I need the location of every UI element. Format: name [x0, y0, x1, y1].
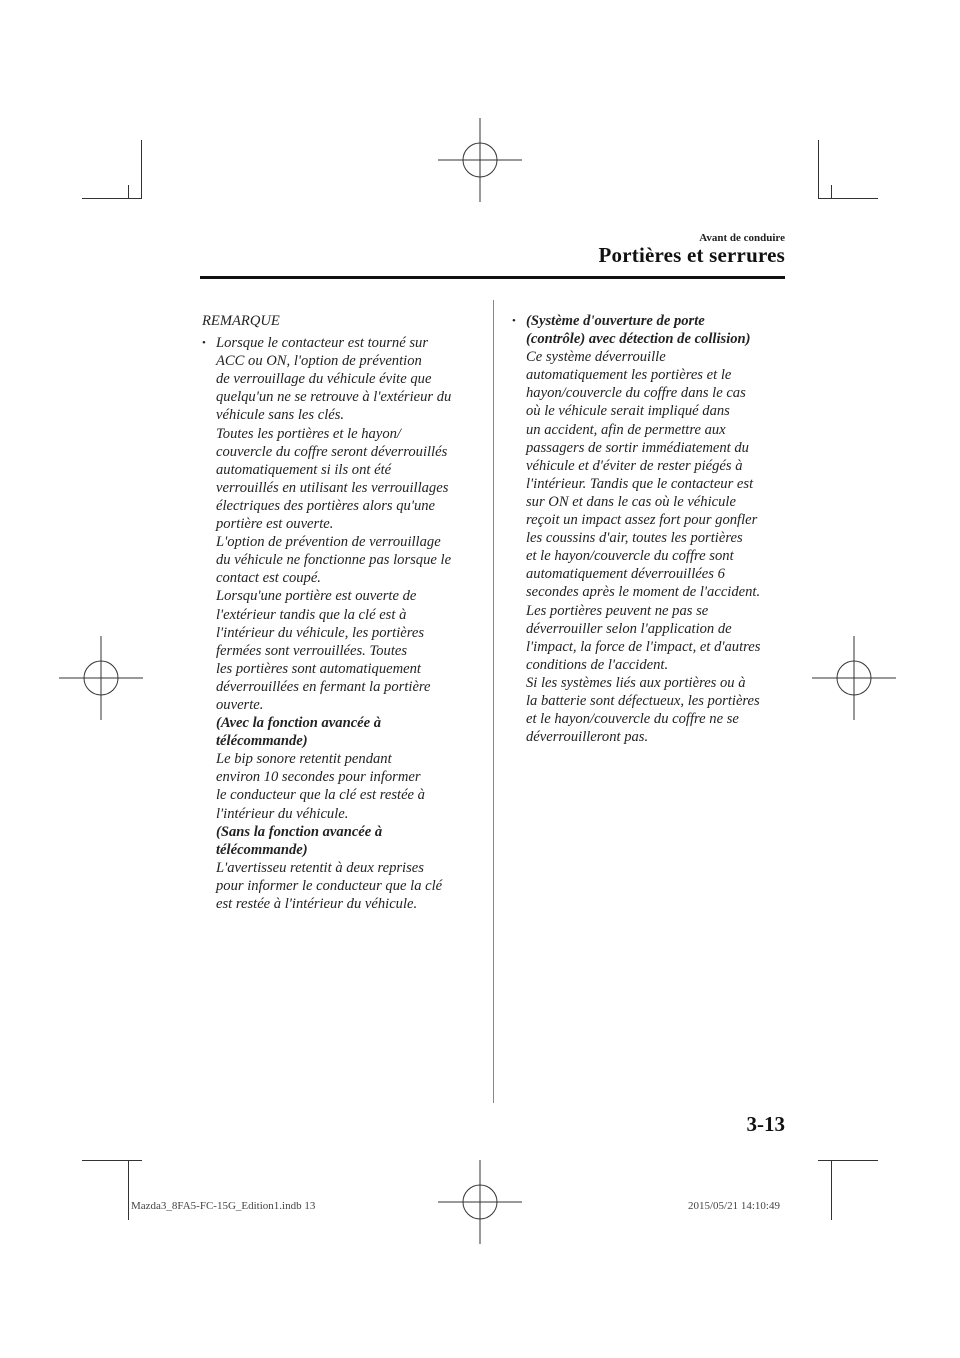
- text-line: le conducteur que la clé est restée à: [216, 787, 425, 804]
- bullet-icon: •: [512, 315, 516, 327]
- text-line: reçoit un impact assez fort pour gonfler: [526, 512, 758, 529]
- left-column: [200, 312, 480, 913]
- text-line: hayon/couvercle du coffre dans le cas: [526, 385, 746, 402]
- text-line: l'extérieur tandis que la clé est à: [216, 606, 407, 623]
- text-line: déverrouilleront pas.: [526, 729, 649, 746]
- text-line: véhicule et d'éviter de rester piégés à: [526, 457, 743, 474]
- text-line: portière est ouverte.: [216, 516, 334, 533]
- text-line: (contrôle) avec détection de collision): [526, 331, 751, 348]
- footer-file-info: Mazda3_8FA5-FC-15G_Edition1.indb 13: [131, 1200, 316, 1212]
- registration-target-icon: [438, 118, 522, 202]
- text-line: Le bip sonore retentit pendant: [216, 751, 392, 768]
- crop-mark: [818, 198, 878, 199]
- text-line: ouverte.: [216, 696, 264, 713]
- section-label: Avant de conduire: [699, 232, 785, 244]
- text-line: conditions de l'accident.: [526, 656, 669, 673]
- text-line: télécommande): [216, 733, 308, 750]
- footer-timestamp: 2015/05/21 14:10:49: [688, 1200, 780, 1212]
- text-line: de verrouillage du véhicule évite que: [216, 371, 432, 388]
- text-line: contact est coupé.: [216, 570, 321, 587]
- note-heading: REMARQUE: [202, 313, 280, 329]
- text-line: Lorsqu'une portière est ouverte de: [216, 588, 417, 605]
- text-line: Lorsque le contacteur est tourné sur: [216, 335, 428, 352]
- crop-mark: [831, 1160, 832, 1220]
- registration-target-icon: [59, 636, 143, 720]
- text-line: un accident, afin de permettre aux: [526, 421, 726, 438]
- text-line: Les portières peuvent ne pas se: [526, 602, 709, 619]
- crop-mark: [818, 1160, 878, 1161]
- text-line: automatiquement les portières et le: [526, 367, 732, 384]
- text-line: la batterie sont défectueux, les portières: [526, 692, 760, 709]
- text-line: déverrouiller selon l'application de: [526, 620, 732, 637]
- text-line: du véhicule ne fonctionne pas lorsque le: [216, 552, 452, 569]
- text-line: L'avertisseu retentit à deux reprises: [216, 859, 424, 876]
- note-bullet: [200, 334, 480, 913]
- text-line: l'intérieur du véhicule, les portières: [216, 624, 425, 641]
- text-line: l'intérieur du véhicule.: [216, 805, 349, 822]
- text-line: l'intérieur. Tandis que le contacteur est: [526, 475, 754, 492]
- text-line: automatiquement si ils ont été: [216, 461, 392, 478]
- text-line: couvercle du coffre seront déverrouillés: [216, 443, 448, 460]
- text-line: passagers de sortir immédiatement du: [526, 439, 749, 456]
- text-line: Si les systèmes liés aux portières ou à: [526, 674, 746, 691]
- crop-mark: [128, 185, 129, 199]
- text-line: où le véhicule serait impliqué dans: [526, 403, 730, 420]
- crop-mark: [82, 1160, 142, 1161]
- text-line: automatiquement déverrouillées 6: [526, 566, 725, 583]
- text-line: sur ON et dans le cas où le véhicule: [526, 493, 736, 510]
- text-line: les portières sont automatiquement: [216, 660, 421, 677]
- text-line: déverrouillées en fermant la portière: [216, 678, 431, 695]
- text-line: véhicule sans les clés.: [216, 407, 345, 424]
- header-rule: [200, 276, 785, 279]
- crop-mark: [818, 140, 819, 198]
- text-line: et le hayon/couvercle du coffre sont: [526, 548, 734, 565]
- text-line: quelqu'un ne se retrouve à l'extérieur du: [216, 389, 452, 406]
- text-line: (Système d'ouverture de porte: [526, 313, 705, 329]
- page-number: 3-13: [746, 1112, 785, 1136]
- bullet-icon: •: [202, 337, 206, 350]
- text-line: Toutes les portières et le hayon/: [216, 425, 401, 442]
- crop-mark: [141, 140, 142, 198]
- text-line: (Sans la fonction avancée à: [216, 823, 383, 840]
- crop-mark: [831, 185, 832, 199]
- text-line: électriques des portières alors qu'une: [216, 497, 436, 514]
- text-line: (Avec la fonction avancée à: [216, 715, 382, 732]
- text-line: fermées sont verrouillées. Toutes: [216, 642, 408, 659]
- registration-target-icon: [812, 636, 896, 720]
- page-title: Portières et serrures: [598, 243, 785, 267]
- crop-mark: [82, 198, 142, 199]
- text-line: secondes après le moment de l'accident.: [526, 584, 761, 601]
- registration-target-icon: [438, 1160, 522, 1244]
- text-line: l'impact, la force de l'impact, et d'autres: [526, 638, 761, 655]
- text-line: télécommande): [216, 841, 308, 858]
- text-line: Ce système déverrouille: [526, 349, 666, 366]
- right-column: [510, 312, 785, 746]
- note-bullet: [510, 312, 785, 746]
- text-line: est restée à l'intérieur du véhicule.: [216, 896, 418, 912]
- text-line: L'option de prévention de verrouillage: [216, 534, 441, 551]
- bullet-text: [216, 334, 480, 913]
- text-line: les coussins d'air, toutes les portières: [526, 530, 743, 547]
- text-line: ACC ou ON, l'option de prévention: [216, 353, 422, 370]
- text-line: verrouillés en utilisant les verrouillages: [216, 479, 449, 496]
- text-line: et le hayon/couvercle du coffre ne se: [526, 711, 739, 728]
- column-divider: [493, 300, 494, 1103]
- text-line: environ 10 secondes pour informer: [216, 769, 421, 786]
- bullet-text: [526, 312, 785, 746]
- text-line: pour informer le conducteur que la clé: [216, 877, 443, 894]
- crop-mark: [128, 1160, 129, 1220]
